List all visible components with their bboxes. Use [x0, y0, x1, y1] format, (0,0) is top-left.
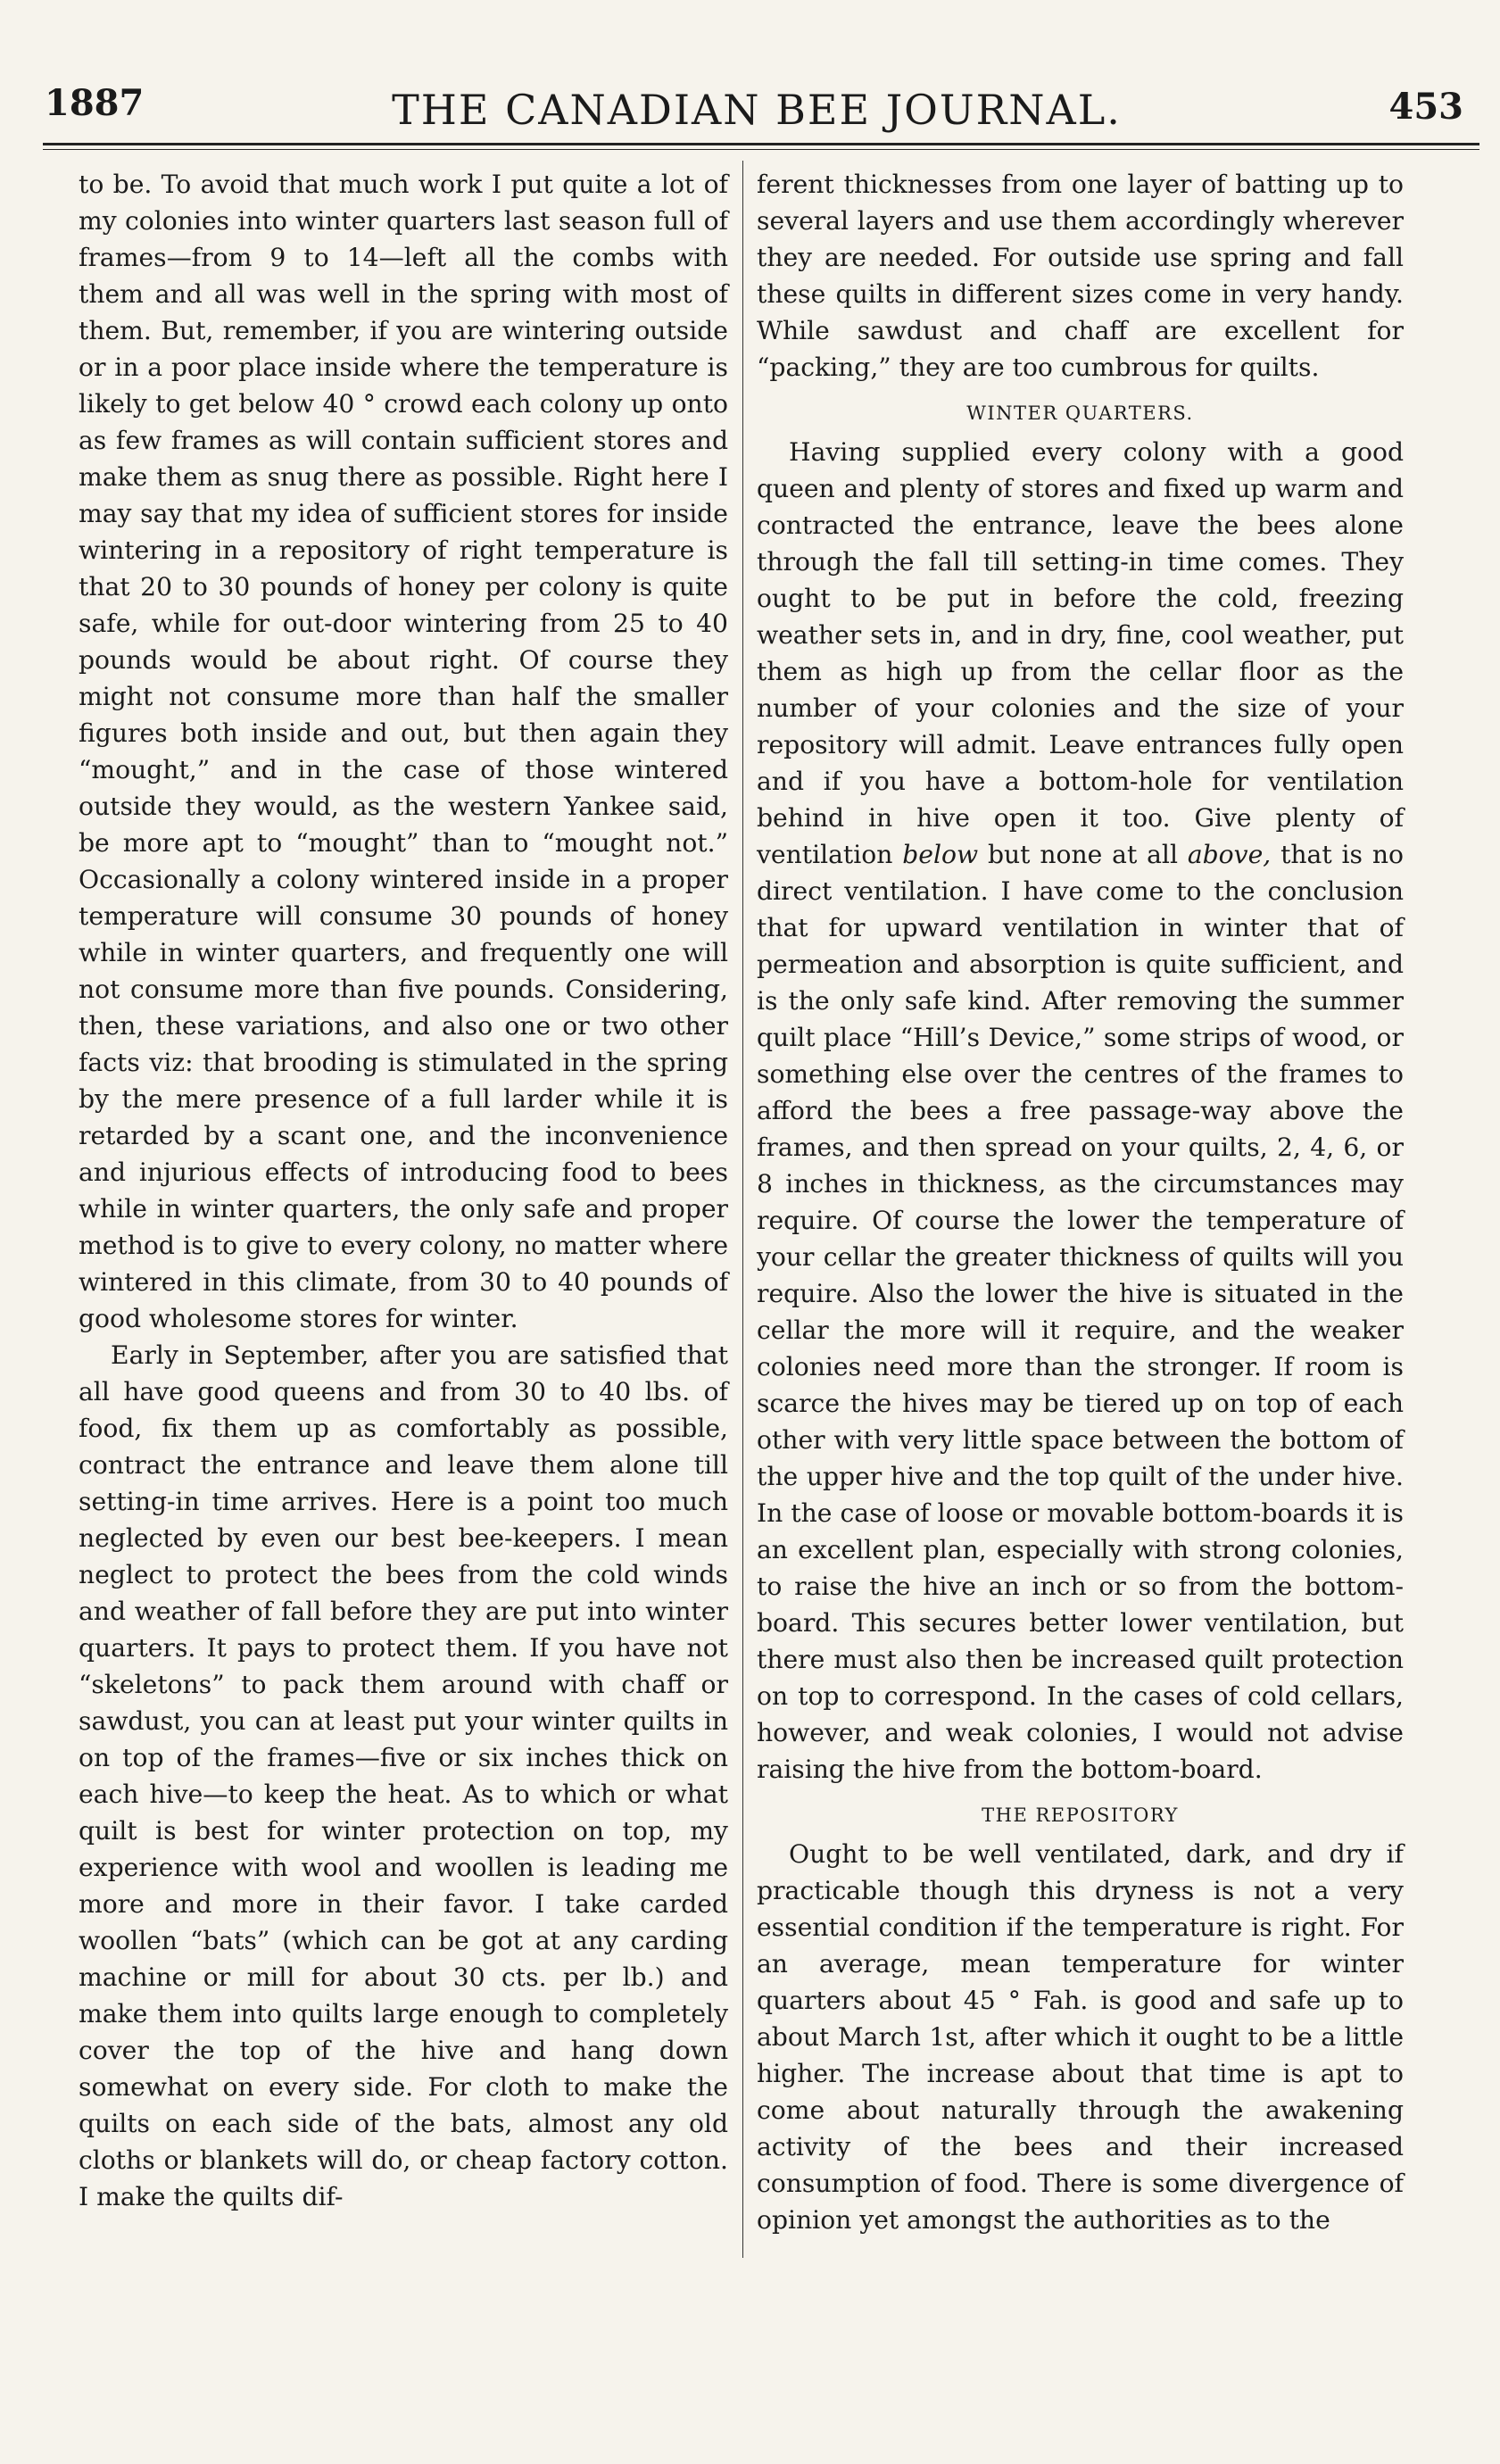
right-column — [757, 166, 1404, 2238]
left-paragraph-2: Early in September, after you are satisfied that all have good queens and from 30 to 40 lbs. of food, fix them up as comfortably as possible, contract the entrance and leave them alone till setting-in time arrives. Here is a point too much neglected by even our best bee-keepers. I mean neglect to protect the bees from the cold winds and weather of fall before they are put into winter quarters. It pays to protect them. If you have not “skeletons” to pack them around with chaff or sawdust, you can at least put your winter quilts in on top of the frames—five or six inches thick on each hive—to keep the heat. As to which or what quilt is best for winter protection on top, my experience with wool and woollen is leading me more and more in their favor. I take carded woollen “bats” (which can be got at any carding machine or mill for about 30 cts. per lb.) and make them into quilts large enough to completely cover the top of the hive and hang down somewhat on every side. For cloth to make the quilts on each side of the bats, almost any old cloths or blankets will do, or cheap factory cotton. I make the quilts dif- — [79, 1340, 728, 2211]
header-year: 1887 — [45, 82, 145, 124]
right-paragraph-2 — [757, 434, 1404, 1788]
header-rule-thin — [43, 149, 1479, 150]
page-header — [43, 79, 1471, 141]
left-paragraph-1: to be. To avoid that much work I put quite a lot of my colonies into winter quarters last season full of frames—from 9 to 14—left all the combs with them and all was well in the spring with most of them. But, remember, if you are wintering outside or in a poor place inside where the temperature is likely to get below 40 ° crowd each colony up onto as few frames as will contain sufficient stores and make them as snug there as possible. Right here I may say that my idea of sufficient stores for inside wintering in a repository of right temperature is that 20 to 30 pounds of honey per colony is quite safe, while for out-door wintering from 25 to 40 pounds would be about right. Of course they might not consume more than half the smaller figures both inside and out, but then again they “mought,” and in the case of those wintered outside they would, as the western Yankee said, be more apt to “mought” than to “mought not.” Occasionally a colony wintered inside in a proper temperature will consume 30 pounds of honey while in winter quarters, and frequently one will not consume more than five pounds. Considering, then, these variations, and also one or two other facts viz: that brooding is stimulated in the spring by the mere presence of a full larder while it is retarded by a scant one, and the inconvenience and injurious effects of introducing food to bees while in winter quarters, the only safe and proper method is to give to every colony, no matter where wintered in this climate, from 30 to 40 pounds of good wholesome stores for winter. — [79, 170, 728, 1333]
paragraph-text: but none at all — [987, 840, 1178, 869]
right-paragraph-3: Ought to be well ventilated, dark, and dry if practicable though this dryness is not a very essential condition if the temperature is right. For an average, mean temperature for winter quarters about 45 ° Fah. is good and safe up to about March 1st, after which it ought to be a little higher. The increase about that time is apt to come about naturally through the awakening activity of the bees and their increased consumption of food. There is some divergence of opinion yet amongst the authorities as to the — [757, 1839, 1404, 2235]
emphasis-above: above, — [1187, 840, 1272, 869]
header-rule-thick — [43, 143, 1479, 145]
column-divider — [742, 161, 743, 2258]
page-number: 453 — [1388, 86, 1463, 128]
journal-title: THE CANADIAN BEE JOURNAL. — [392, 86, 1122, 134]
paragraph-text: that is no direct ventilation. I have come to the conclusion that for upward ventilation in winter that of permeation and absorption is quite sufficient, and is the only safe kind. After removing the summer quilt place “Hill’s Device,” some strips of wood, or something else over the centres of the frames to afford the bees a free passage-way above the frames, and then spread on your quilts, 2, 4, 6, or 8 inches in thickness, as the circumstances may require. Of course the lower the temperature of your cellar the greater thickness of quilts will you require. Also the lower the hive is situated in the cellar the more will it require, and the weaker colonies need more than the stronger. If room is scarce the hives may be tiered up on top of each other with very little space between the bottom of the upper hive and the top quilt of the under hive. In the case of loose or movable bottom-boards it is an excellent plan, especially with strong colonies, to raise the hive an inch or so from the bottom-board. This secures better lower ventilation, but there must also then be increased quilt protection on top to correspond. In the cases of cold cellars, however, and weak colonies, I would not advise raising the hive from the bottom-board. — [757, 840, 1404, 1784]
section-heading-winter-quarters: WINTER QUARTERS. — [966, 402, 1194, 424]
emphasis-below: below — [902, 840, 979, 869]
section-heading-repository: THE REPOSITORY — [982, 1804, 1179, 1826]
left-column — [79, 166, 728, 2215]
right-paragraph-1: ferent thicknesses from one layer of batting up to several layers and use them accordingly wherever they are needed. For outside use spring and fall these quilts in different sizes come in very handy. While sawdust and chaff are excellent for “packing,” they are too cumbrous for quilts. — [757, 170, 1404, 382]
paragraph-text: Having supplied every colony with a good queen and plenty of stores and fixed up warm and contracted the entrance, leave the bees alone through the fall till setting-in time comes. They ought to be put in before the cold, freezing weather sets in, and in dry, fine, cool weather, put them as high up from the cellar floor as the number of your colonies and the size of your repository will admit. Leave entrances fully open and if you have a bottom-hole for ventilation behind in hive open it too. Give plenty of ventilation — [757, 437, 1404, 869]
